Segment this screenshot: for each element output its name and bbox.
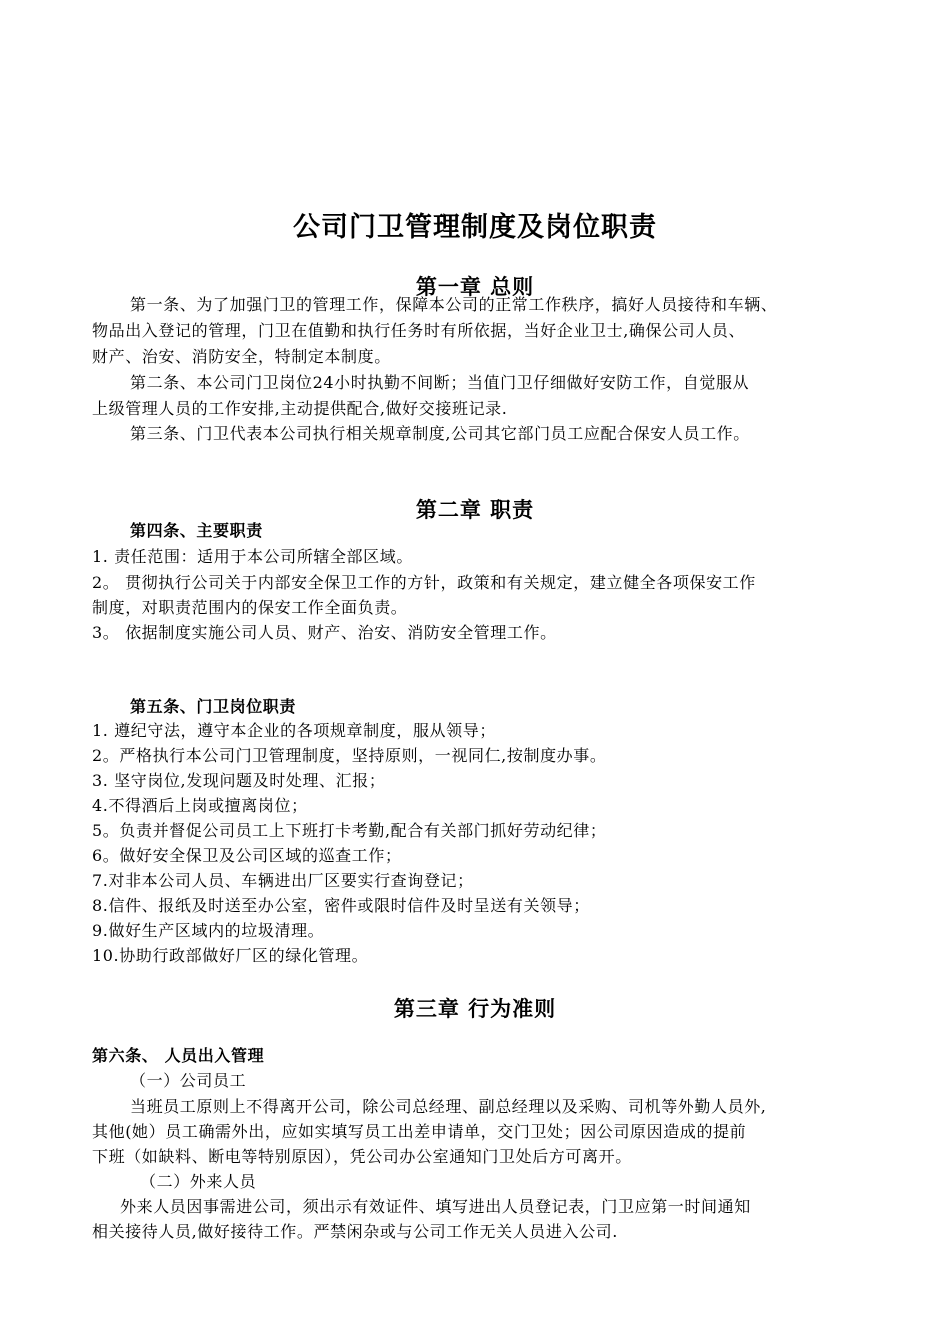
document-title: 公司门卫管理制度及岗位职责 (293, 212, 657, 243)
subsection-1-title: （一）公司员工 (130, 1071, 247, 1090)
article-4-line: 1. 责任范围：适用于本公司所辖全部区域。 (92, 547, 413, 566)
article-6-title: 第六条、 人员出入管理 (92, 1046, 265, 1065)
chapter-1-line: 上级管理人员的工作安排,主动提供配合,做好交接班记录. (92, 399, 508, 418)
subsection-2-line: 相关接待人员,做好接待工作。严禁闲杂或与公司工作无关人员进入公司. (92, 1222, 618, 1241)
article-5-line: 7.对非本公司人员、车辆进出厂区要实行查询登记； (92, 871, 474, 890)
article-5-line: 2。严格执行本公司门卫管理制度，坚持原则，一视同仁,按制度办事。 (92, 746, 607, 765)
chapter-3-heading: 第三章 行为准则 (393, 996, 557, 1021)
article-4-title: 第四条、主要职责 (130, 521, 263, 540)
article-4-line: 3。 依据制度实施公司人员、财产、治安、消防安全管理工作。 (92, 623, 557, 642)
article-5-line: 3. 坚守岗位,发现问题及时处理、汇报； (92, 771, 386, 790)
article-5-line: 9.做好生产区域内的垃圾清理。 (92, 921, 325, 940)
chapter-1-line: 第三条、门卫代表本公司执行相关规章制度,公司其它部门员工应配合保安人员工作。 (130, 424, 750, 443)
article-5-title: 第五条、门卫岗位职责 (130, 697, 297, 716)
chapter-1-line: 物品出入登记的管理，门卫在值勤和执行任务时有所依据，当好企业卫士,确保公司人员、 (92, 321, 746, 340)
article-4-line: 制度，对职责范围内的保安工作全面负责。 (92, 598, 408, 617)
article-5-line: 1. 遵纪守法，遵守本企业的各项规章制度，服从领导； (92, 721, 496, 740)
subsection-1-line: 其他(她）员工确需外出，应如实填写员工出差申请单，交门卫处；因公司原因造成的提前 (92, 1122, 747, 1141)
article-5-line: 10.协助行政部做好厂区的绿化管理。 (92, 946, 369, 965)
subsection-1-line: 当班员工原则上不得离开公司，除公司总经理、副总经理以及采购、司机等外勤人员外, (130, 1097, 767, 1116)
article-4-line: 2。 贯彻执行公司关于内部安全保卫工作的方针，政策和有关规定，建立健全各项保安工作 (92, 573, 756, 592)
chapter-1-line: 财产、治安、消防安全，特制定本制度。 (92, 347, 391, 366)
chapter-1-line: 第一条、为了加强门卫的管理工作，保障本公司的正常工作秩序，搞好人员接待和车辆、 (130, 295, 778, 314)
article-5-line: 5。负责并督促公司员工上下班打卡考勤,配合有关部门抓好劳动纪律； (92, 821, 607, 840)
chapter-2-heading: 第二章 职责 (415, 497, 535, 522)
subsection-1-line: 下班（如缺料、断电等特别原因），凭公司办公室通知门卫处后方可离开。 (92, 1147, 632, 1166)
subsection-2-title: （二）外来人员 (140, 1172, 257, 1191)
article-5-line: 6。做好安全保卫及公司区域的巡查工作； (92, 846, 402, 865)
article-5-line: 8.信件、报纸及时送至办公室，密件或限时信件及时呈送有关领导； (92, 896, 590, 915)
chapter-1-line: 第二条、本公司门卫岗位24小时执勤不间断；当值门卫仔细做好安防工作，自觉服从 (130, 373, 750, 392)
article-5-line: 4.不得酒后上岗或擅离岗位； (92, 796, 308, 815)
chapter-1-heading: 第一章 总则 (415, 274, 535, 299)
subsection-2-line: 外来人员因事需进公司，须出示有效证件、填写进出人员登记表，门卫应第一时间通知 (120, 1197, 751, 1216)
